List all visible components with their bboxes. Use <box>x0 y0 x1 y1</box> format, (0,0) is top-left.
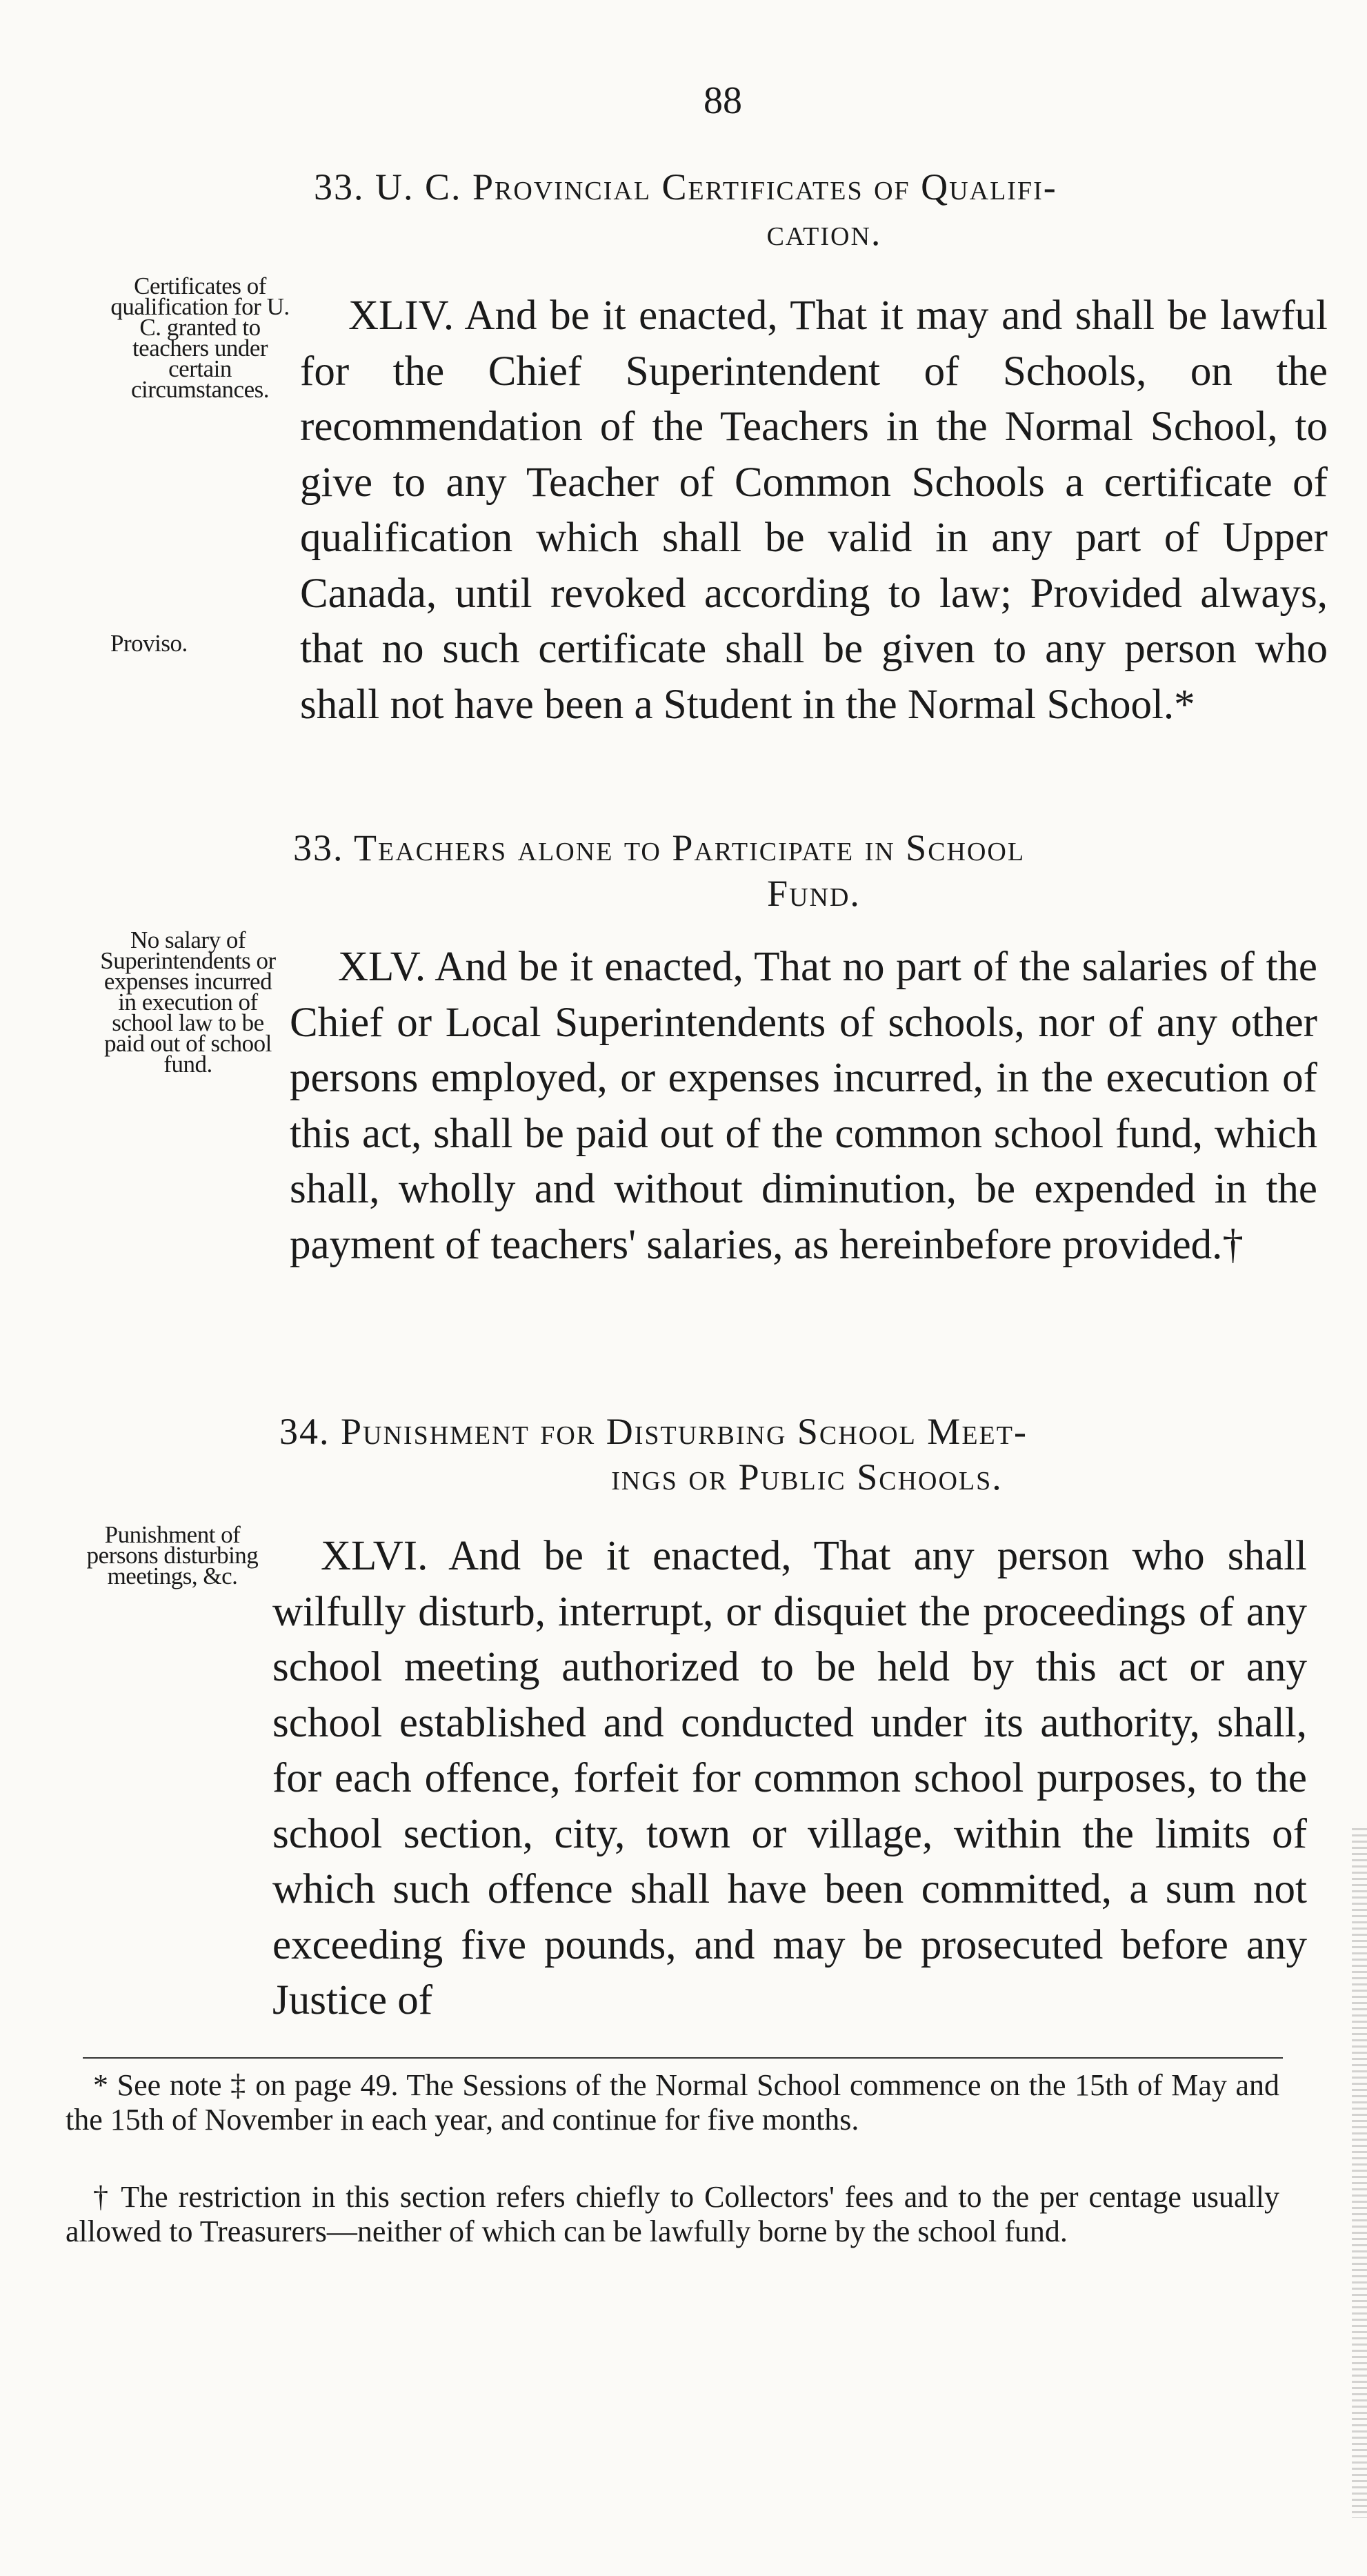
footnote-divider <box>83 2057 1283 2059</box>
section-heading-teachers-alone <box>293 825 1335 916</box>
heading-line-1: Teachers alone to Participate in School <box>354 827 1026 869</box>
paragraph-text: XLIV. And be it enacted, That it may and shall be lawful for the Chief Superintendent of Schools, on the recommendation of the Teachers in the Normal School, to give to any Teacher of Common Schools a certificate of qualification which shall be valid in any part of Upper Canada, until revoked according to law; Provided always, that no such certificate shall be given to any person who shall not have been a Student in the Normal School.* <box>300 293 1328 728</box>
footnote-collectors-fees <box>66 2180 1279 2249</box>
footnote-text: * See note ‡ on page 49. The Sessions of the Normal School commence on the 15th of May and the 15th of November in each year, and continue for five months. <box>66 2068 1279 2137</box>
paragraph-xlv <box>290 940 1317 1273</box>
footnote-normal-school <box>66 2068 1279 2137</box>
heading-line-2: ings or Public Schools. <box>611 1456 1003 1498</box>
paragraph-text: XLV. And be it enacted, That no part of the salaries of the Chief or Local Superintendents of schools, nor of any other persons employed, or expenses incurred, in the execution of this act, shall be paid out of the common school fund, which shall, wholly and without diminution, be expended in the payment of teachers' salaries, as hereinbefore provided.† <box>290 944 1317 1268</box>
footnote-text: † The restriction in this section refers chiefly to Collectors' fees and to the per centage usually allowed to Treasurers—neither of which can be lawfully borne by the school fund. <box>66 2180 1279 2248</box>
margin-note-no-salary: No salary of Superintendents or expenses incurred in execution of school law to be paid out of school fund. <box>100 927 276 1078</box>
heading-line-1: U. C. Provincial Certificates of Qualifi- <box>375 166 1057 208</box>
margin-note-certificates: Certificates of qualification for U. C. granted to teachers under certain circumstances. <box>110 273 290 403</box>
page-number: 88 <box>704 79 742 122</box>
heading-number: 34. <box>279 1411 330 1452</box>
heading-number: 33. <box>314 166 365 208</box>
scan-edge-mark <box>1352 1828 1367 2518</box>
section-heading-provincial-certificates <box>314 164 1335 255</box>
section-heading-punishment <box>279 1409 1335 1500</box>
paragraph-xlvi <box>272 1529 1307 2029</box>
heading-number: 33. <box>293 827 344 869</box>
paragraph-xliv <box>300 288 1328 733</box>
margin-note-proviso: Proviso. <box>110 630 188 657</box>
heading-line-2: Fund. <box>767 873 861 914</box>
paragraph-text: XLVI. And be it enacted, That any person who shall wilfully disturb, interrupt, or disquiet the proceedings of any school meeting authorized to be held by this act or any school established and conducted under its authority, shall, for each offence, forfeit for common school purposes, to the school section, city, town or village, within the limits of which such offence shall have been committed, a sum not exceeding five pounds, and may be prosecuted before any Justice of <box>272 1533 1307 2023</box>
margin-note-punishment: Punishment of persons disturbing meetings, &c. <box>86 1521 259 1589</box>
heading-line-2: cation. <box>766 212 882 253</box>
heading-line-1: Punishment for Disturbing School Meet- <box>341 1411 1028 1452</box>
